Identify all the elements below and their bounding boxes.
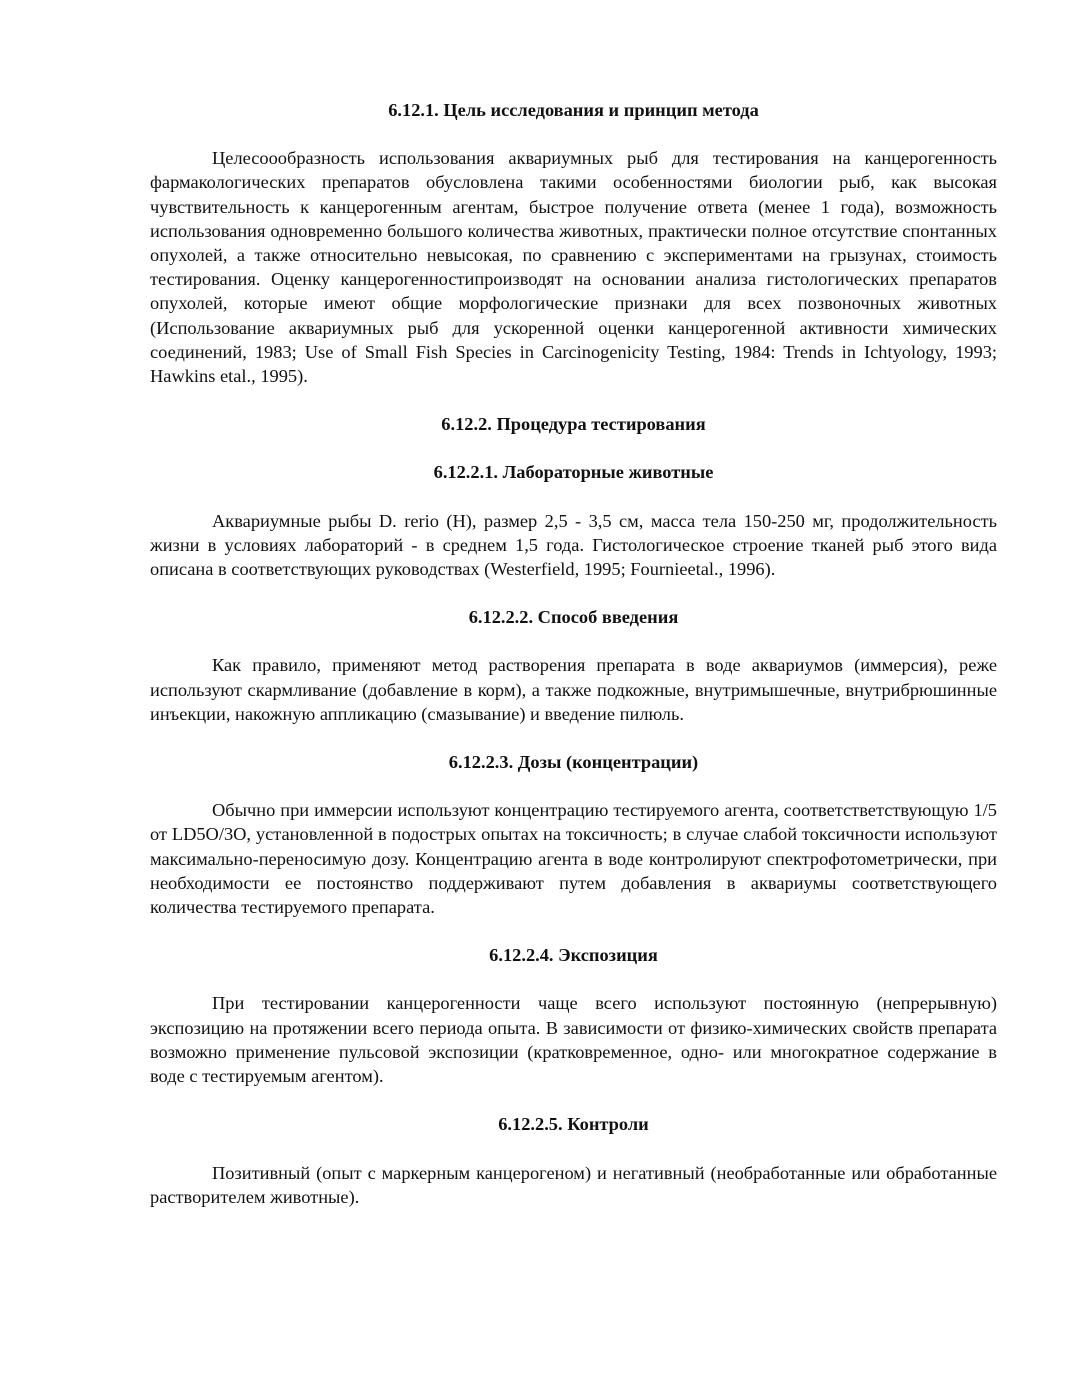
subsection-heading: 6.12.2.2. Способ введения: [468, 607, 679, 628]
section-heading: 6.12.1. Цель исследования и принцип метода: [388, 100, 759, 120]
section-paragraph: Как правило, применяют метод растворения препарата в воде аквариумов (иммерсия), реже используют скармливание (добавление в корм), а также подкожные, внутримышечные, внутрибрюшинные инъекции, накожную аппликацию (смазывание) и введение пилюль.: [150, 655, 997, 724]
document-page: [150, 98, 997, 1209]
subsection-heading: 6.12.2.4. Экспозиция: [489, 945, 658, 966]
subsection-heading: 6.12.2.3. Дозы (концентрации): [448, 752, 699, 773]
section-heading: 6.12.2. Процедура тестирования: [441, 414, 706, 435]
subsection-heading: 6.12.2.1. Лабораторные животные: [433, 462, 714, 483]
section-paragraph: Позитивный (опыт с маркерным канцерогеном) и негативный (необработанные или обработанные растворителем животные).: [150, 1162, 997, 1207]
subsection-heading: 6.12.2.5. Контроли: [498, 1114, 649, 1135]
section-paragraph: Целесоообразность использования аквариумных рыб для тестирования на канцерогенность фармакологических препаратов обусловлена такими особенностями биологии рыб, как высокая чувствительность к канцерогенным агентам, быстрое получение ответа (менее 1 года), возможность использования одновременно большого количества животных, практически полное отсутствие спонтанных опухолей, а также относительно невысокая, по сравнению с экспериментами на грызунах, стоимость тестирования. Оценку канцерогенностипроизводят на основании анализа гистологических препаратов опухолей, которые имеют общие морфологические признаки для всех позвоночных животных (Использование аквариумных рыб для ускоренной оценки канцерогенной активности химических соединений, 1983; Use of Small Fish Species in Carcinogenicity Testing, 1984: Trends in Ichtyology, 1993; Hawkins etal., 1995).: [150, 148, 997, 387]
section-paragraph: Аквариумные рыбы D. rerio (H), размер 2,5 - 3,5 см, масса тела 150-250 мг, продолжительность жизни в условиях лабораторий - в среднем 1,5 года. Гистологическое строение тканей рыб этого вида описана в соответствующих руководствах (Westerfield, 1995; Fournieetal., 1996).: [150, 510, 997, 580]
section-paragraph: Обычно при иммерсии используют концентрацию тестируемого агента, соответстветствующую 1/5 от LD5O/3O, установленной в подострых опытах на токсичность; в случае слабой токсичности используют максимально-переносимую дозу. Концентрацию агента в воде контролируют спектрофотометрически, при необходимости ее постоянство поддерживают путем добавления в аквариумы соответствующего количества тестируемого препарата.: [150, 800, 997, 918]
section-paragraph: При тестировании канцерогенности чаще всего используют постоянную (непрерывную) экспозицию на протяжении всего периода опыта. В зависимости от физико-химических свойств препарата возможно применение пульсовой экспозиции (кратковременное, одно- или многократное содержание в воде с тестируемым агентом).: [150, 993, 997, 1087]
